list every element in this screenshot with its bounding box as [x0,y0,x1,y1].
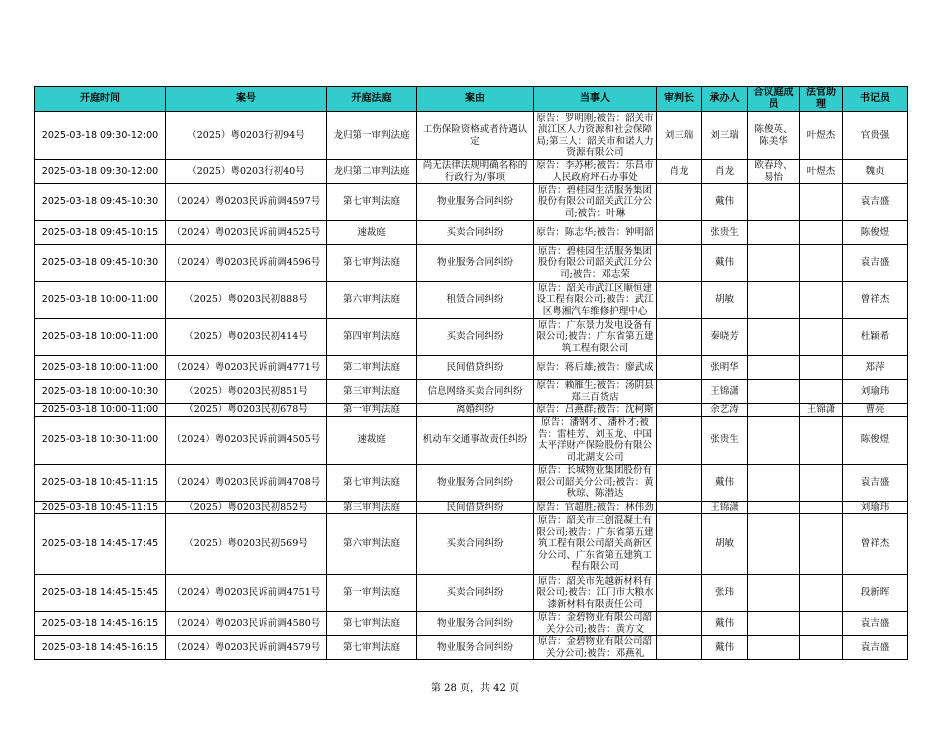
cell-time: 2025-03-18 10:00-10:30 [35,380,166,404]
cell-clerk: 袁吉盛 [843,636,908,660]
cell-case-number: （2024）粤0203民诉前调4751号 [166,575,327,612]
cell-clerk: 袁吉盛 [843,184,908,221]
header-clerk: 书记员 [843,87,908,112]
cell-cause: 租赁合同纠纷 [417,282,534,319]
cell-time: 2025-03-18 14:45-16:15 [35,612,166,636]
cell-panel [748,356,800,380]
cell-courtroom: 第一审判法庭 [327,575,417,612]
cell-courtroom: 第一审判法庭 [327,404,417,417]
cell-chief-judge [657,356,702,380]
cell-parties: 原告：陈志华;被告：钟明韶 [534,221,657,245]
table-row [35,112,908,160]
header-chief-judge: 审判长 [657,87,702,112]
cell-time: 2025-03-18 14:45-17:45 [35,514,166,575]
cell-assistant: 叶煜杰 [800,112,843,160]
header-panel-members: 合议庭成员 [748,87,800,112]
cell-time: 2025-03-18 10:00-11:00 [35,356,166,380]
cell-courtroom: 第三审判法庭 [327,380,417,404]
cell-clerk: 段新晖 [843,575,908,612]
cell-case-number: （2025）粤0203民初569号 [166,514,327,575]
cell-cause: 尚无法律法规明确名称的行政行为/事项 [417,160,534,184]
cell-panel [748,319,800,356]
cell-case-number: （2024）粤0203民诉前调4525号 [166,221,327,245]
cell-parties: 原告：韶关市先越新材料有限公司;被告：江门市大粮水漆新材料有限责任公司 [534,575,657,612]
cell-case-number: （2025）粤0203民初678号 [166,404,327,417]
cell-clerk: 袁吉盛 [843,464,908,501]
cell-panel [748,404,800,417]
cell-courtroom: 第二审判法庭 [327,356,417,380]
cell-assistant [800,282,843,319]
cell-time: 2025-03-18 09:45-10:30 [35,184,166,221]
cell-handler: 戴伟 [702,464,748,501]
cell-panel [748,464,800,501]
cell-clerk: 袁吉盛 [843,612,908,636]
cell-parties: 原告：金碧物业有限公司韶关分公司;被告：邓燕礼 [534,636,657,660]
cell-parties: 原告：潘钢才、潘朴才;被告：雷桂芳、刘玉龙、中国太平洋财产保险股份有限公司北湖支公司 [534,416,657,464]
cell-cause: 买卖合同纠纷 [417,514,534,575]
cell-parties: 原告：长城物业集团股份有限公司韶关分公司;被告：黄秋琼、陈潜达 [534,464,657,501]
cell-assistant [800,380,843,404]
cell-assistant [800,612,843,636]
cell-courtroom: 第六审判法庭 [327,514,417,575]
cell-assistant: 王锦潇 [800,404,843,417]
cell-courtroom: 第七审判法庭 [327,184,417,221]
cell-parties: 原告：碧桂园生活服务集团股份有限公司韶关武江分公司;被告：邓志荣 [534,245,657,282]
cell-panel [748,575,800,612]
cell-case-number: （2024）粤0203民诉前调4597号 [166,184,327,221]
cell-clerk: 曾祥杰 [843,282,908,319]
cell-cause: 民间借贷纠纷 [417,356,534,380]
cell-assistant [800,184,843,221]
cell-parties: 原告：韶关市三创混凝土有限公司;被告：广东省第五建筑工程有限公司韶关高新区分公司、广东省第五建筑工程有限公司 [534,514,657,575]
cell-cause: 买卖合同纠纷 [417,221,534,245]
cell-parties: 原告：韶关市武江区顺恒建设工程有限公司;被告：武江区粤湘汽车维修护理中心 [534,282,657,319]
cell-cause: 物业服务合同纠纷 [417,612,534,636]
header-case-number: 案号 [166,87,327,112]
cell-clerk: 陈俊煜 [843,221,908,245]
cell-courtroom: 第七审判法庭 [327,245,417,282]
cell-chief-judge [657,319,702,356]
cell-assistant [800,245,843,282]
cell-case-number: （2025）粤0203民初888号 [166,282,327,319]
cell-handler: 戴伟 [702,636,748,660]
cell-case-number: （2025）粤0203民初414号 [166,319,327,356]
table-row [35,416,908,464]
cell-assistant [800,575,843,612]
cell-chief-judge [657,416,702,464]
cell-time: 2025-03-18 10:00-11:00 [35,404,166,417]
cell-chief-judge [657,636,702,660]
cell-chief-judge [657,380,702,404]
cell-handler: 胡敏 [702,514,748,575]
cell-courtroom: 第四审判法庭 [327,319,417,356]
table-row [35,282,908,319]
cell-handler: 王锦潇 [702,380,748,404]
cell-panel [748,416,800,464]
cell-cause: 信息网络买卖合同纠纷 [417,380,534,404]
cell-courtroom: 第七审判法庭 [327,636,417,660]
cell-panel [748,282,800,319]
cell-handler: 张玮 [702,575,748,612]
cell-cause: 物业服务合同纠纷 [417,245,534,282]
cell-clerk: 郑萍 [843,356,908,380]
table-row [35,636,908,660]
cell-assistant [800,221,843,245]
cell-panel [748,501,800,514]
cell-chief-judge [657,404,702,417]
cell-panel [748,514,800,575]
cell-cause: 物业服务合同纠纷 [417,184,534,221]
header-parties: 当事人 [534,87,657,112]
cell-handler: 肖龙 [702,160,748,184]
cell-panel [748,636,800,660]
cell-time: 2025-03-18 10:00-11:00 [35,282,166,319]
cell-handler: 张明华 [702,356,748,380]
cell-time: 2025-03-18 09:45-10:15 [35,221,166,245]
cell-cause: 物业服务合同纠纷 [417,636,534,660]
cell-courtroom: 龙归第二审判法庭 [327,160,417,184]
table-row [35,356,908,380]
cell-panel: 欧春玲、易怡 [748,160,800,184]
cell-chief-judge [657,184,702,221]
cell-chief-judge: 刘三瑞 [657,112,702,160]
cell-case-number: （2024）粤0203民诉前调4505号 [166,416,327,464]
cell-case-number: （2024）粤0203民诉前调4579号 [166,636,327,660]
cell-handler: 张贵生 [702,221,748,245]
cell-case-number: （2024）粤0203民诉前调4771号 [166,356,327,380]
cell-clerk: 曾祥杰 [843,514,908,575]
cell-handler: 张贵生 [702,416,748,464]
cell-clerk: 曹亮 [843,404,908,417]
cell-panel [748,612,800,636]
cell-courtroom: 速裁庭 [327,221,417,245]
cell-parties: 原告：碧桂园生活服务集团股份有限公司韶关武江分公司;被告：叶琳 [534,184,657,221]
cell-cause: 工伤保险资格或者待遇认定 [417,112,534,160]
cell-cause: 买卖合同纠纷 [417,319,534,356]
cell-clerk: 陈俊煜 [843,416,908,464]
cell-clerk: 刘瑜玮 [843,380,908,404]
hearing-schedule-table [34,86,908,660]
cell-cause: 离婚纠纷 [417,404,534,417]
table-row [35,464,908,501]
cell-assistant [800,319,843,356]
cell-time: 2025-03-18 10:45-11:15 [35,464,166,501]
header-courtroom: 开庭法庭 [327,87,417,112]
cell-courtroom: 第六审判法庭 [327,282,417,319]
header-cause: 案由 [417,87,534,112]
cell-handler: 秦晓芳 [702,319,748,356]
cell-case-number: （2024）粤0203民诉前调4580号 [166,612,327,636]
table-row [35,404,908,417]
cell-courtroom: 第七审判法庭 [327,612,417,636]
table-row [35,319,908,356]
table-row [35,380,908,404]
table-row [35,501,908,514]
cell-chief-judge [657,501,702,514]
cell-assistant [800,464,843,501]
cell-time: 2025-03-18 09:45-10:30 [35,245,166,282]
cell-panel: 陈俊英、陈美华 [748,112,800,160]
cell-parties: 原告：罗明刚;被告：韶关市浈江区人力资源和社会保障局;第三人：韶关市和诺人力资源有限公司 [534,112,657,160]
cell-time: 2025-03-18 10:45-11:15 [35,501,166,514]
cell-handler: 王锦潇 [702,501,748,514]
cell-assistant [800,636,843,660]
cell-courtroom: 第三审判法庭 [327,501,417,514]
cell-parties: 原告：赖雁生;被告：汤阴县郑三百货店 [534,380,657,404]
cell-courtroom: 第七审判法庭 [327,464,417,501]
cell-handler: 戴伟 [702,184,748,221]
cell-chief-judge [657,464,702,501]
cell-clerk: 魏贞 [843,160,908,184]
cell-handler: 胡敏 [702,282,748,319]
cell-assistant [800,514,843,575]
cell-parties: 原告：金碧物业有限公司韶关分公司;被告：黄方文 [534,612,657,636]
header-hearing-time: 开庭时间 [35,87,166,112]
cell-parties: 原告：官超胜;被告：林伟劲 [534,501,657,514]
cell-case-number: （2024）粤0203民诉前调4596号 [166,245,327,282]
table-row [35,245,908,282]
cell-chief-judge [657,221,702,245]
header-handler: 承办人 [702,87,748,112]
cell-case-number: （2025）粤0203民初852号 [166,501,327,514]
cell-handler: 戴伟 [702,245,748,282]
table-row [35,160,908,184]
cell-cause: 买卖合同纠纷 [417,575,534,612]
cell-parties: 原告：广东景力发电设备有限公司;被告：广东省第五建筑工程有限公司 [534,319,657,356]
cell-handler: 刘三瑞 [702,112,748,160]
cell-time: 2025-03-18 10:00-11:00 [35,319,166,356]
cell-time: 2025-03-18 10:30-11:00 [35,416,166,464]
cell-assistant: 叶煜杰 [800,160,843,184]
cell-clerk: 刘瑜玮 [843,501,908,514]
page-footer: 第 28 页，共 42 页 [430,683,520,694]
cell-parties: 原告：吕燕群;被告：沈柯斯 [534,404,657,417]
cell-panel [748,380,800,404]
cell-cause: 民间借贷纠纷 [417,501,534,514]
cell-clerk: 袁吉盛 [843,245,908,282]
header-judge-assistant: 法官助理 [800,87,843,112]
cell-assistant [800,416,843,464]
cell-case-number: （2024）粤0203民诉前调4708号 [166,464,327,501]
cell-cause: 机动车交通事故责任纠纷 [417,416,534,464]
cell-courtroom: 速裁庭 [327,416,417,464]
cell-chief-judge [657,514,702,575]
cell-chief-judge: 肖龙 [657,160,702,184]
cell-case-number: （2025）粤0203行初40号 [166,160,327,184]
table-row [35,221,908,245]
cell-time: 2025-03-18 09:30-12:00 [35,112,166,160]
cell-chief-judge [657,612,702,636]
cell-assistant [800,356,843,380]
cell-clerk: 杜颖希 [843,319,908,356]
cell-handler: 戴伟 [702,612,748,636]
cell-panel [748,221,800,245]
cell-chief-judge [657,575,702,612]
table-header-row [35,87,908,112]
cell-parties: 原告：蒋后雄;被告：廖武成 [534,356,657,380]
cell-panel [748,245,800,282]
cell-panel [748,184,800,221]
table-row [35,575,908,612]
cell-case-number: （2025）粤0203行初94号 [166,112,327,160]
table-row [35,184,908,221]
cell-case-number: （2025）粤0203民初851号 [166,380,327,404]
table-row [35,514,908,575]
cell-handler: 余艺涛 [702,404,748,417]
cell-time: 2025-03-18 09:30-12:00 [35,160,166,184]
cell-cause: 物业服务合同纠纷 [417,464,534,501]
cell-assistant [800,501,843,514]
table-row [35,612,908,636]
cell-parties: 原告：李苏彬;被告：乐昌市人民政府坪石办事处 [534,160,657,184]
cell-time: 2025-03-18 14:45-16:15 [35,636,166,660]
cell-time: 2025-03-18 14:45-15:45 [35,575,166,612]
cell-courtroom: 龙归第一审判法庭 [327,112,417,160]
cell-chief-judge [657,245,702,282]
cell-clerk: 官贵强 [843,112,908,160]
cell-chief-judge [657,282,702,319]
